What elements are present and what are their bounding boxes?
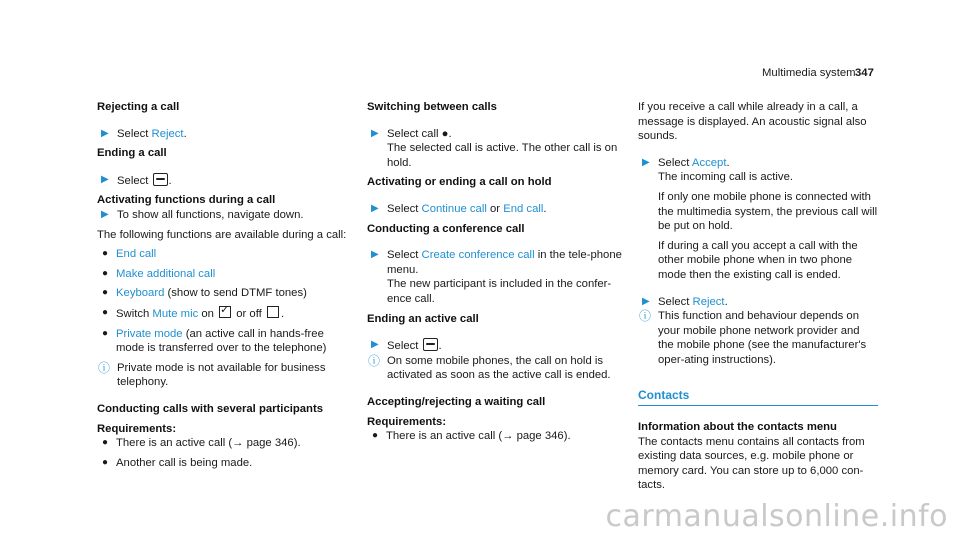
- arrow-icon: ▶: [371, 249, 379, 261]
- phone-icon[interactable]: [423, 338, 438, 351]
- info-icon: ⓘ: [639, 309, 652, 324]
- heading-contacts-info: Information about the contacts menu: [638, 421, 837, 434]
- step-navigate: ▶ To show all functions, navigate down.: [101, 208, 304, 221]
- heading-activating-functions: Activating functions during a call: [97, 194, 276, 207]
- arrow-icon: ▶: [101, 173, 109, 185]
- continue-call-link[interactable]: Continue call: [421, 202, 487, 215]
- page-number: 347: [855, 67, 874, 79]
- list-item: [97, 267, 347, 282]
- following-text: The following functions are available during a call:: [97, 228, 347, 241]
- accept-link[interactable]: Accept: [691, 156, 727, 169]
- keyboard-link[interactable]: Keyboard: [116, 287, 165, 300]
- checkbox-empty-icon: [267, 306, 279, 318]
- step-reject: ▶ Select Reject.: [642, 295, 728, 308]
- heading-several-participants: Conducting calls with several participants: [97, 402, 323, 415]
- heading-ending-call: Ending a call: [97, 147, 167, 160]
- step-accept: ▶ Select Accept. The incoming call is active. If only one mobile phone is connected with the multimedia system, the previous call will be put on hold. If during a call you accept a call with the other mobile phone when in two phone mode then the existing call is ended.: [642, 156, 878, 281]
- bullet-icon: ●: [102, 456, 109, 468]
- heading-requirements: Requirements:: [367, 415, 447, 428]
- heading-waiting-call: Accepting/rejecting a waiting call: [367, 395, 546, 408]
- step-select-call: ▶ Select call ●. The selected call is active. The other call is on hold.: [371, 127, 618, 169]
- bullet-icon: ●: [102, 287, 109, 299]
- phone-icon[interactable]: [153, 173, 168, 186]
- heading-call-on-hold: Activating or ending a call on hold: [367, 176, 552, 189]
- list-item: [97, 247, 347, 262]
- arrow-icon: ▶: [642, 295, 650, 307]
- intro-text: If you receive a call while already in a call, a message is displayed. An acoustic signal also sounds.: [638, 101, 867, 143]
- list-item: ● There is an active call (→ page 346).: [102, 437, 301, 450]
- bullet-icon: ●: [102, 306, 109, 318]
- arrow-icon: ▶: [642, 156, 650, 168]
- step-end-active: ▶ Select .: [371, 339, 442, 353]
- bullet-icon: ●: [102, 327, 109, 339]
- list-item: ● Keyboard (show to send DTMF tones): [102, 287, 307, 300]
- info-icon: ⓘ: [368, 353, 381, 368]
- bullet-icon: ●: [372, 430, 379, 442]
- checkbox-checked-icon: [219, 306, 231, 318]
- list-item: ● Another call is being made.: [102, 456, 253, 469]
- column-1: [97, 100, 347, 470]
- arrow-icon: ▶: [371, 202, 379, 214]
- section-heading-contacts: Contacts: [638, 388, 878, 407]
- heading-requirements: Requirements:: [97, 422, 177, 435]
- create-conference-call-link[interactable]: Create conference call: [421, 249, 535, 262]
- contacts-info-text: The contacts menu contains all contacts from existing data sources, e.g. mobile phone or memory card. You can store up to 6,000 con-tacts.: [638, 435, 865, 492]
- reject-link[interactable]: Reject: [151, 127, 184, 140]
- step-reject: ▶ Select Reject.: [101, 127, 187, 140]
- arrow-icon: ▶: [371, 339, 379, 351]
- list-item: ● Switch Mute mic on ✓ or off .: [97, 306, 347, 322]
- arrow-icon: ▶: [101, 127, 109, 139]
- heading-ending-active-call: Ending an active call: [367, 312, 479, 325]
- make-additional-call-link[interactable]: Make additional call: [116, 267, 216, 280]
- arrow-icon: ▶: [371, 127, 379, 139]
- note-provider: ⓘ This function and behaviour depends on your mobile phone network provider and the mobile phone (see the manufacturer's oper-ating instructions).: [639, 309, 867, 366]
- column-3: [638, 100, 878, 493]
- heading-switching-calls: Switching between calls: [367, 101, 497, 113]
- list-item: ● Private mode (an active call in hands-free mode is transferred over to the telephone): [102, 327, 327, 355]
- heading-rejecting-call: Rejecting a call: [97, 101, 180, 113]
- step-conference: ▶ Select Create conference call in the tele-phone menu. The new participant is included in the confer-ence call.: [371, 249, 622, 305]
- watermark: carmanualsonline.info: [605, 499, 948, 534]
- column-2: [367, 100, 622, 444]
- info-icon: ⓘ: [98, 360, 111, 375]
- mute-mic-link[interactable]: Mute mic: [152, 307, 199, 320]
- note-private-mode: ⓘ Private mode is not available for business telephony.: [98, 360, 326, 389]
- note-call-on-hold: ⓘ On some mobile phones, the call on hold is activated as soon as the active call is ended.: [368, 353, 611, 382]
- bullet-icon: ●: [102, 267, 109, 279]
- heading-conference-call: Conducting a conference call: [367, 222, 525, 235]
- end-call-link[interactable]: End call: [503, 202, 544, 215]
- step-hold: ▶ Select Continue call or End call.: [371, 202, 547, 215]
- step-end-call: ▶ Select .: [101, 173, 172, 187]
- list-item: ● There is an active call (→ page 346).: [372, 430, 571, 443]
- bullet-icon: ●: [102, 248, 109, 260]
- end-call-link[interactable]: End call: [116, 248, 157, 261]
- running-head: Multimedia system: [762, 67, 856, 79]
- private-mode-link[interactable]: Private mode: [116, 327, 183, 340]
- bullet-icon: ●: [102, 437, 109, 449]
- reject-link[interactable]: Reject: [692, 295, 725, 308]
- arrow-icon: ▶: [101, 208, 109, 220]
